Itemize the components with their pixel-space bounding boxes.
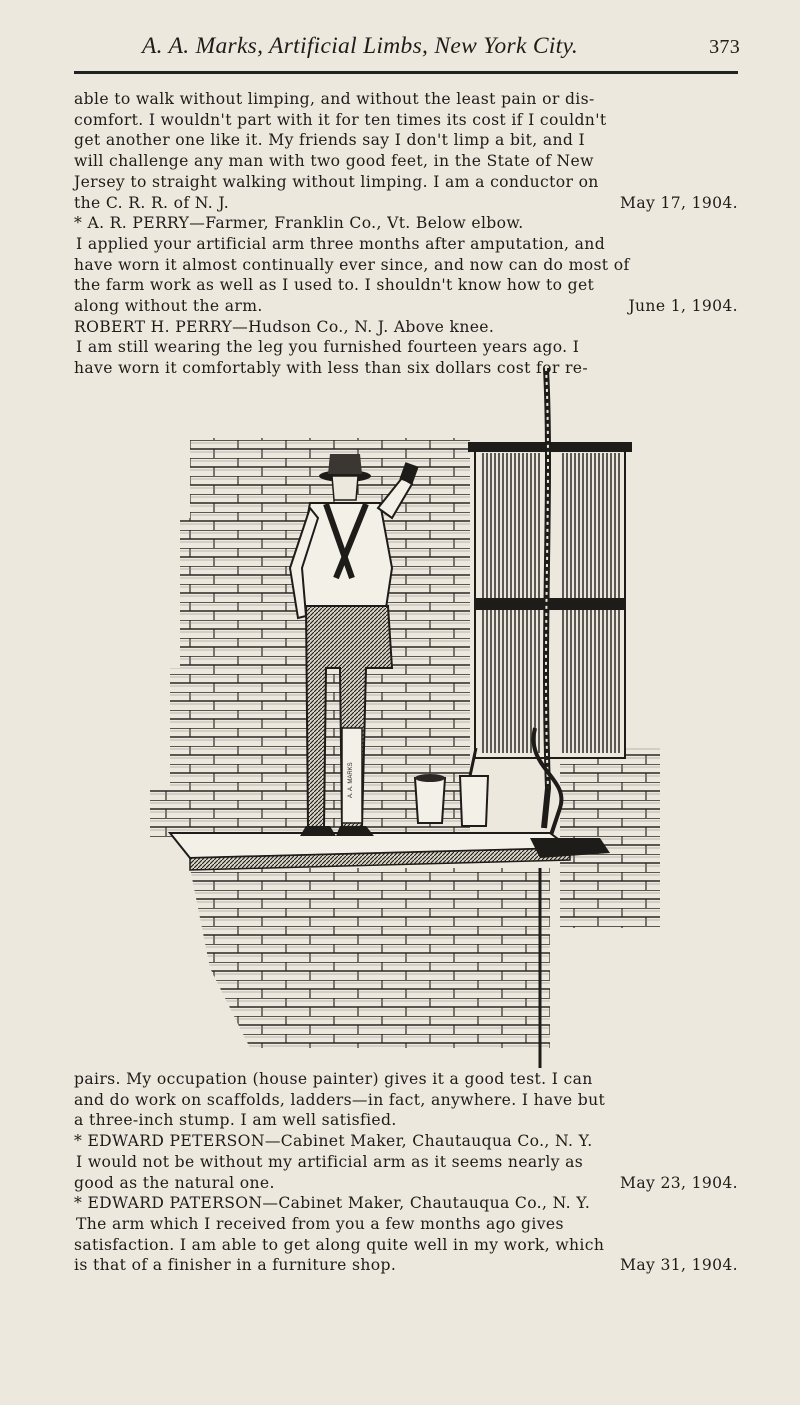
engraving-svg <box>130 368 670 1068</box>
text-line: comfort. I wouldn't part with it for ten times its cost if I couldn't <box>74 110 607 129</box>
entry-heading: * EDWARD PATERSON—Cabinet Maker, Chautauqua Co., N. Y. <box>74 1194 591 1213</box>
date: May 31, 1904. <box>620 1256 738 1275</box>
date: May 23, 1904. <box>620 1173 738 1192</box>
brick-wall-lower <box>190 868 550 1048</box>
text-line: Jersey to straight walking without limping. I am a conductor on <box>74 172 599 191</box>
text-line: I applied your artificial arm three months after amputation, and <box>76 234 606 253</box>
date: June 1, 1904. <box>628 297 738 316</box>
text-line: a three-inch stump. I am well satisfied. <box>74 1111 397 1130</box>
window-sash <box>475 598 625 610</box>
upper-text-block <box>74 89 738 379</box>
paint-bucket <box>415 778 445 823</box>
text-line: along without the arm. <box>74 297 263 316</box>
signature-line <box>74 296 738 317</box>
entry-heading: * A. R. PERRY—Farmer, Franklin Co., Vt. Below elbow. <box>74 214 524 233</box>
lower-text-block <box>74 1069 738 1276</box>
brush-in-can <box>470 748 476 776</box>
text-line: I am still wearing the leg you furnished fourteen years ago. I <box>76 338 580 357</box>
house-painter-illustration <box>130 368 670 1068</box>
text-line: the farm work as well as I used to. I shouldn't know how to get <box>74 276 595 295</box>
text-line: will challenge any man with two good feet, in the State of New <box>74 152 594 171</box>
text-line: The arm which I received from you a few months ago gives <box>76 1214 564 1233</box>
running-head-title: A. A. Marks, Artificial Limbs, New York City. <box>142 33 579 59</box>
signature-line <box>74 1255 738 1276</box>
text-line: satisfaction. I am able to get along quite well in my work, which <box>74 1235 605 1254</box>
scaffold-rope <box>544 368 548 828</box>
signature-line <box>74 193 738 214</box>
text-line: the C. R. R. of N. J. <box>74 193 230 212</box>
text-line: pairs. My occupation (house painter) gives it a good test. I can <box>74 1070 593 1088</box>
text-line: good as the natural one. <box>74 1173 275 1192</box>
text-line: is that of a finisher in a furniture shop. <box>74 1256 397 1275</box>
signature-line <box>74 1173 738 1194</box>
text-line: I would not be without my artificial arm as it seems nearly as <box>76 1152 584 1171</box>
date: May 17, 1904. <box>620 193 738 212</box>
text-line: have worn it almost continually ever since, and now can do most of <box>74 255 630 274</box>
text-line: get another one like it. My friends say I don't limp a bit, and I <box>74 131 586 150</box>
entry-heading: ROBERT H. PERRY—Hudson Co., N. J. Above knee. <box>74 317 495 336</box>
text-line: have worn it comfortably with less than six dollars cost for re- <box>74 359 589 378</box>
text-line: and do work on scaffolds, ladders—in fact, anywhere. I have but <box>74 1090 606 1109</box>
entry-heading: * EDWARD PETERSON—Cabinet Maker, Chautauqua Co., N. Y. <box>74 1132 593 1151</box>
paint-can <box>460 776 488 826</box>
text-line: able to walk without limping, and without the least pain or dis- <box>74 90 595 108</box>
header-rule <box>74 71 738 74</box>
leg-maker-stamp: A. A. MARKS <box>348 762 354 798</box>
page-number: 373 <box>709 36 740 58</box>
